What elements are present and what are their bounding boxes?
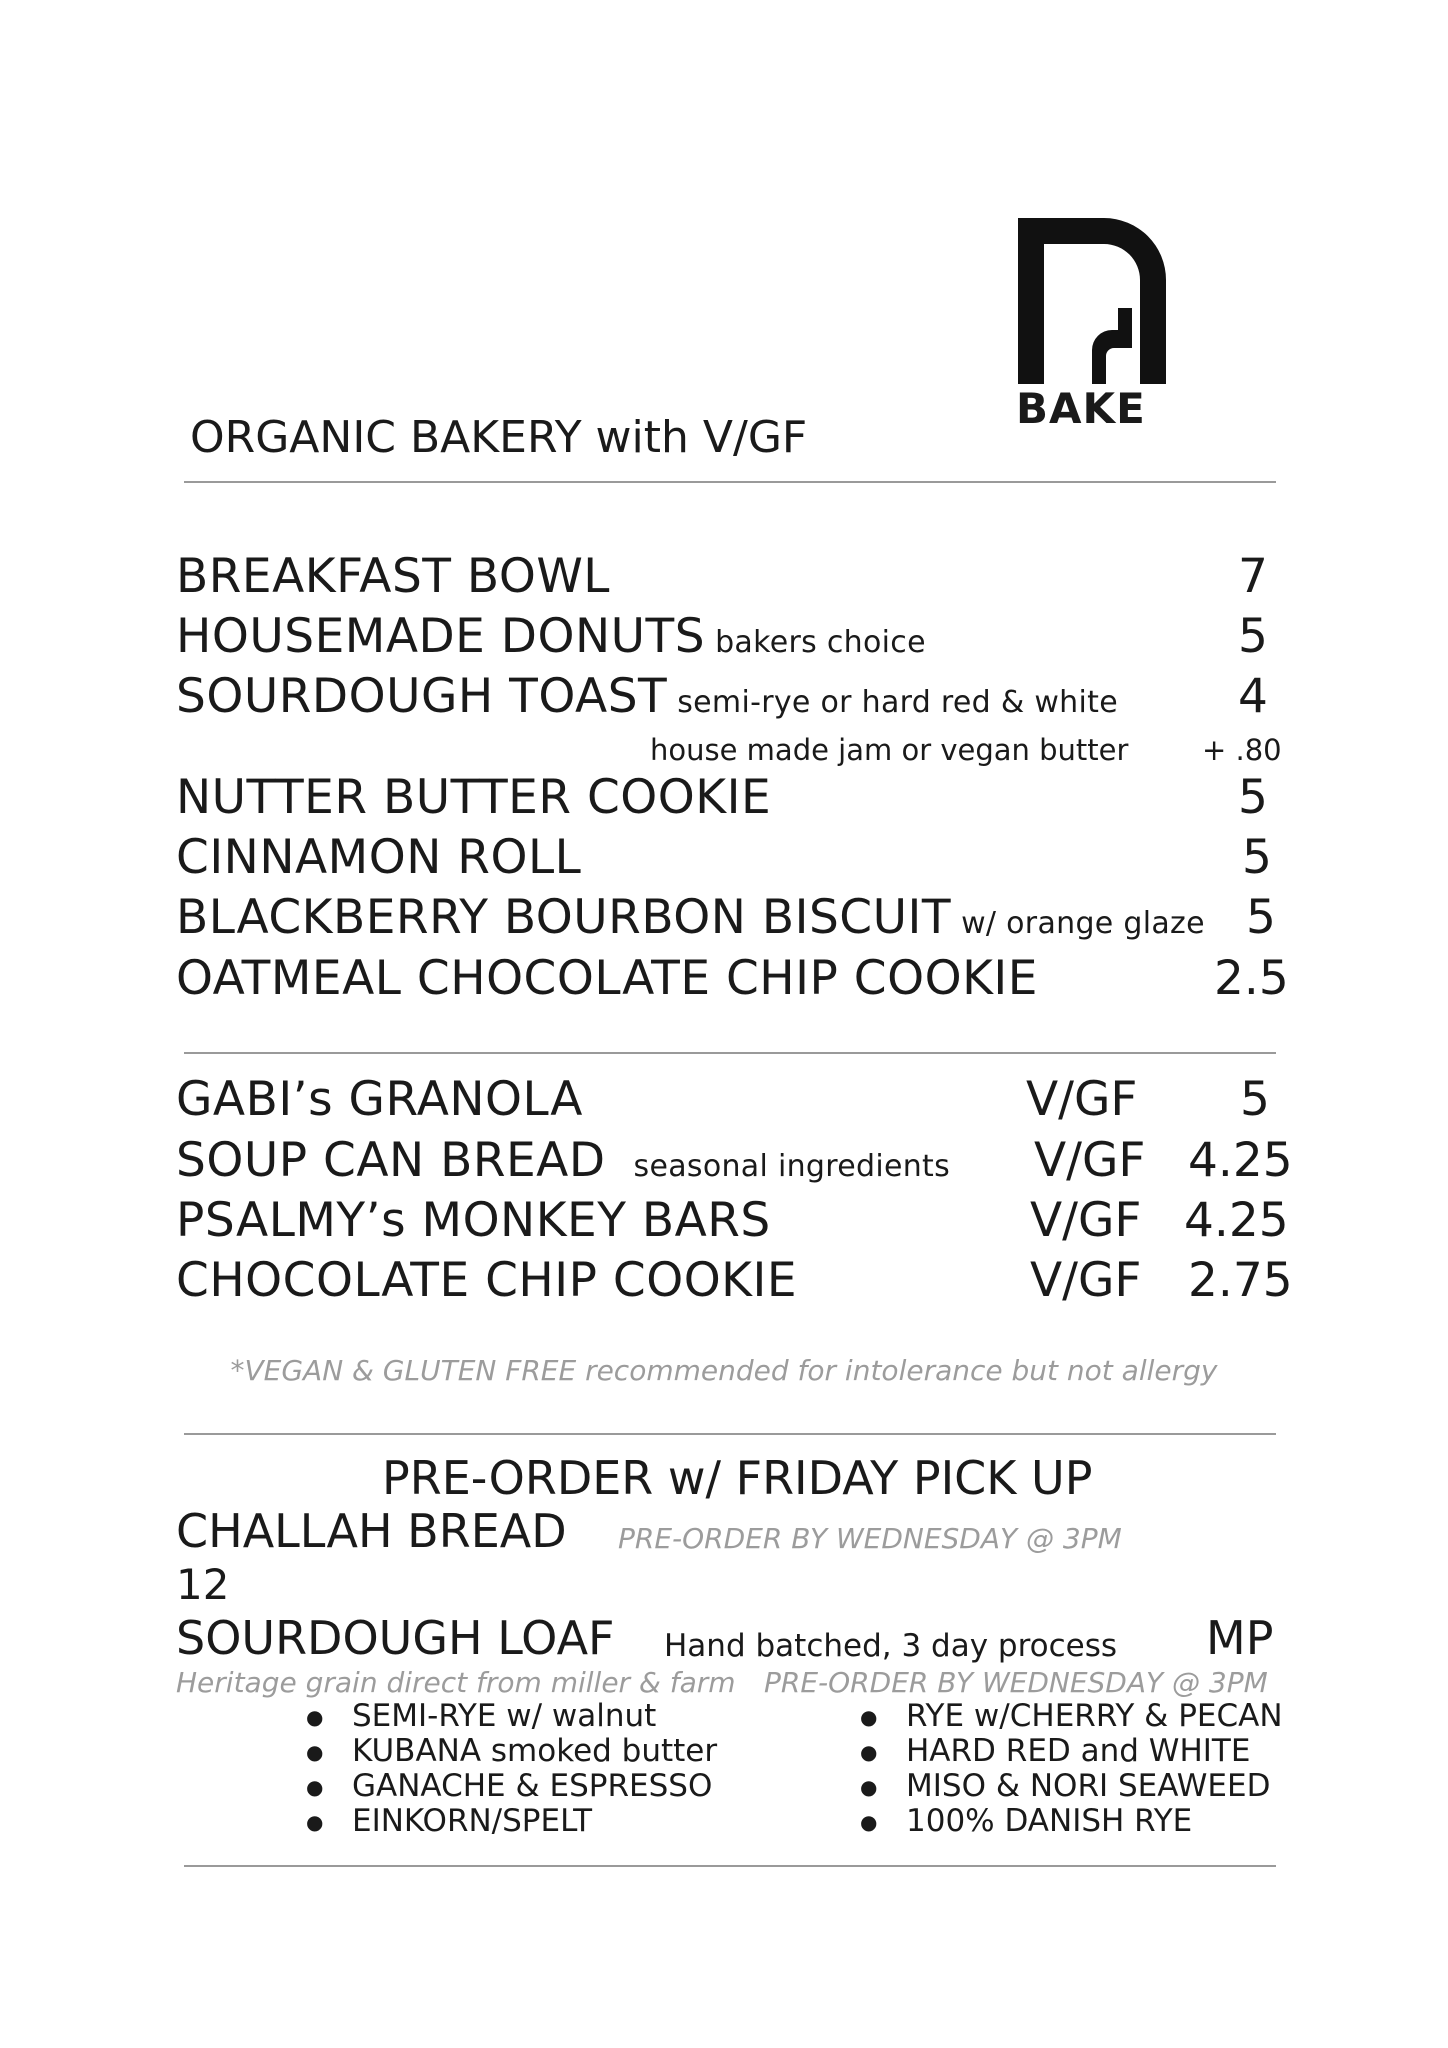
item-description: bakers choice (715, 625, 926, 660)
page-title: ORGANIC BAKERY with V/GF (190, 412, 808, 463)
heritage-grain-note: Heritage grain direct from miller & farm (176, 1666, 736, 1699)
item-name: OATMEAL CHOCOLATE CHIP COOKIE (176, 951, 1038, 1006)
item-price: 5 (1242, 830, 1272, 885)
item-price: 5 (1238, 770, 1268, 825)
menu-item (176, 770, 1448, 828)
menu-item (176, 1072, 1448, 1130)
item-price: 5 (1240, 1072, 1270, 1127)
item-price: 2.5 (1214, 951, 1289, 1006)
challah-name: CHALLAH BREAD (176, 1504, 567, 1558)
list-item: ● GANACHE & ESPRESSO (306, 1769, 717, 1804)
item-description: semi-rye or hard red & white (677, 685, 1118, 720)
sourdough-price: MP (1206, 1611, 1274, 1665)
menu-item (176, 1253, 1448, 1311)
item-name: HOUSEMADE DONUTS (176, 609, 706, 664)
bakery-logo-mark (1018, 218, 1166, 384)
list-item: ● SEMI-RYE w/ walnut (306, 1699, 717, 1734)
toast-addon-label: house made jam or vegan butter (650, 733, 1129, 767)
item-description: seasonal ingredients (633, 1149, 951, 1184)
menu-item (176, 669, 1448, 727)
sourdough-varieties-right (860, 1699, 1283, 1839)
item-price: 7 (1238, 549, 1268, 604)
item-name: SOURDOUGH TOAST (176, 669, 668, 724)
item-name: CHOCOLATE CHIP COOKIE (176, 1253, 798, 1308)
item-price: 4.25 (1184, 1193, 1289, 1248)
list-item: ● HARD RED and WHITE (860, 1734, 1283, 1769)
header-divider (184, 481, 1276, 483)
item-price: 4.25 (1188, 1133, 1293, 1188)
item-description: w/ orange glaze (961, 906, 1205, 941)
preorder-heading: PRE-ORDER w/ FRIDAY PICK UP (382, 1451, 1093, 1505)
challah-preorder-note: PRE-ORDER BY WEDNESDAY @ 3PM (618, 1522, 1122, 1555)
list-item: ● MISO & NORI SEAWEED (860, 1769, 1283, 1804)
menu-item (176, 830, 1448, 888)
dietary-tag: V/GF (1030, 1193, 1142, 1248)
item-price: 5 (1238, 609, 1268, 664)
sourdough-description: Hand batched, 3 day process (664, 1628, 1118, 1664)
menu-item (176, 1133, 1448, 1191)
dietary-tag: V/GF (1030, 1253, 1142, 1308)
item-name: BLACKBERRY BOURBON BISCUIT (176, 890, 952, 945)
sourdough-name: SOURDOUGH LOAF (176, 1611, 615, 1665)
list-item: ● 100% DANISH RYE (860, 1804, 1283, 1839)
item-price: 4 (1238, 669, 1268, 724)
item-name: BREAKFAST BOWL (176, 549, 610, 604)
item-name: PSALMY’s MONKEY BARS (176, 1193, 771, 1248)
list-item: ● KUBANA smoked butter (306, 1734, 717, 1769)
dietary-tag: V/GF (1026, 1072, 1138, 1127)
section-divider (184, 1052, 1276, 1054)
item-name: NUTTER BUTTER COOKIE (176, 770, 772, 825)
footer-divider (184, 1865, 1276, 1867)
challah-price: 12 (176, 1560, 230, 1609)
section-divider (184, 1433, 1276, 1435)
logo-text: BAKE (1016, 384, 1146, 433)
allergy-disclaimer: *VEGAN & GLUTEN FREE recommended for intolerance but not allergy (230, 1354, 1218, 1387)
item-name: SOUP CAN BREAD (176, 1133, 606, 1188)
menu-item (176, 951, 1448, 1009)
menu-item (176, 1193, 1448, 1251)
item-name: GABI’s GRANOLA (176, 1072, 583, 1127)
toast-addon-price: + .80 (1202, 733, 1282, 767)
menu-item (176, 890, 1448, 948)
sourdough-preorder-note: PRE-ORDER BY WEDNESDAY @ 3PM (764, 1666, 1268, 1699)
menu-item (176, 609, 1448, 667)
item-name: CINNAMON ROLL (176, 830, 582, 885)
bakery-logo (1018, 218, 1166, 384)
list-item: ● RYE w/CHERRY & PECAN (860, 1699, 1283, 1734)
item-price: 5 (1246, 890, 1276, 945)
dietary-tag: V/GF (1034, 1133, 1146, 1188)
sourdough-varieties-left (306, 1699, 717, 1839)
menu-item (176, 549, 1448, 607)
list-item: ● EINKORN/SPELT (306, 1804, 717, 1839)
item-price: 2.75 (1188, 1253, 1293, 1308)
